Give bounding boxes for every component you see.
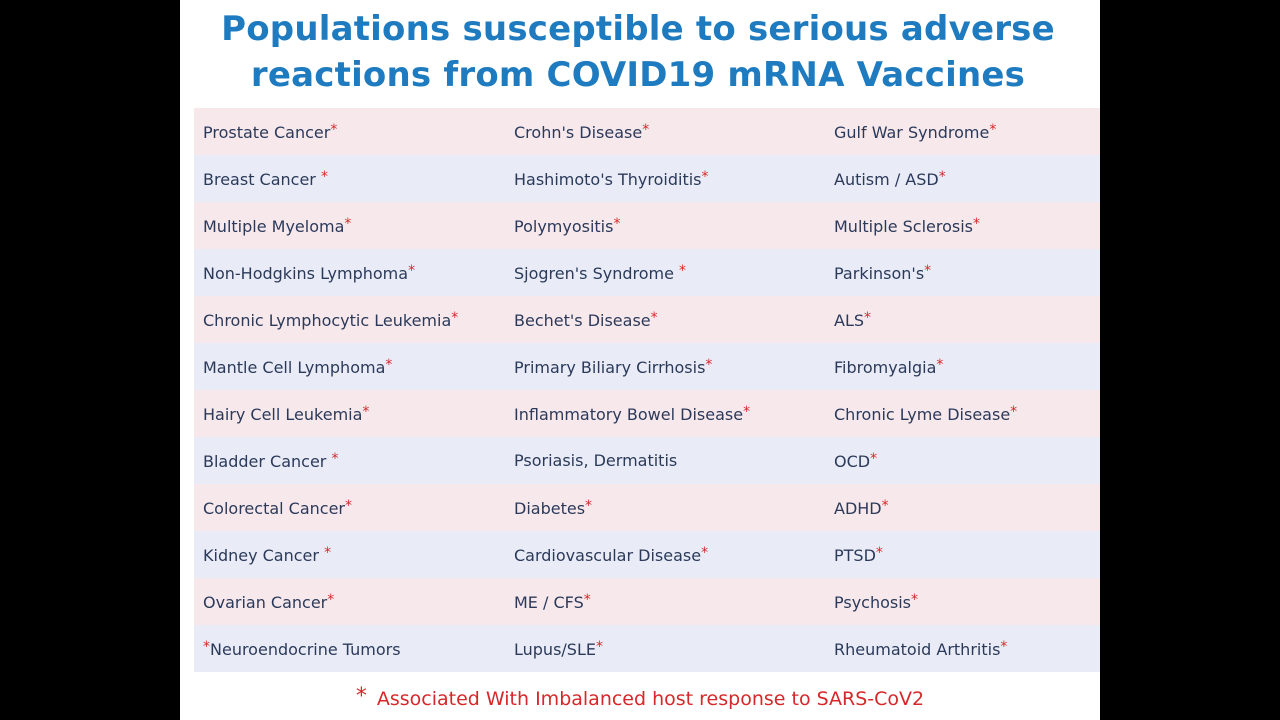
condition-cell	[505, 404, 825, 424]
asterisk-mark: *	[679, 262, 687, 279]
table-row	[194, 531, 1100, 578]
condition-cell	[194, 216, 505, 236]
table-row	[194, 437, 1100, 484]
condition-label: Autism / ASD	[834, 169, 939, 189]
asterisk-mark: *	[345, 497, 353, 514]
asterisk-mark: *	[701, 168, 709, 185]
asterisk-mark: *	[320, 168, 328, 185]
condition-cell	[825, 357, 1100, 377]
asterisk-mark: *	[595, 638, 603, 655]
table-row	[194, 484, 1100, 531]
condition-label: Hairy Cell Leukemia	[203, 404, 363, 424]
asterisk-mark: *	[924, 262, 932, 279]
condition-cell	[505, 263, 825, 283]
asterisk-mark: *	[408, 262, 416, 279]
table-row	[194, 155, 1100, 202]
table-row	[194, 249, 1100, 296]
footnote-text: Associated With Imbalanced host response to SARS-CoV2	[376, 688, 925, 710]
asterisk-mark: *	[881, 497, 889, 514]
condition-label: Bladder Cancer	[203, 451, 332, 471]
condition-cell	[194, 545, 505, 565]
condition-cell	[825, 639, 1100, 659]
condition-label: Breast Cancer	[203, 169, 321, 189]
condition-label: Polymyositis	[514, 216, 614, 236]
condition-label: Lupus/SLE	[514, 639, 596, 659]
title-line-1: Populations susceptible to serious adverse	[221, 9, 1055, 49]
condition-cell	[505, 216, 825, 236]
asterisk-mark: *	[327, 591, 335, 608]
table-row	[194, 296, 1100, 343]
condition-cell	[505, 122, 825, 142]
asterisk-mark: *	[1000, 638, 1008, 655]
condition-cell	[194, 498, 505, 518]
condition-label: PTSD	[834, 545, 876, 565]
condition-cell	[194, 122, 505, 142]
asterisk-mark: *	[324, 544, 332, 561]
asterisk-mark: *	[330, 121, 338, 138]
condition-label: Primary Biliary Cirrhosis	[514, 357, 706, 377]
asterisk-mark: *	[989, 121, 997, 138]
condition-cell	[825, 545, 1100, 565]
condition-label: Psychosis	[834, 592, 912, 612]
table-row	[194, 202, 1100, 249]
condition-cell	[505, 310, 825, 330]
table-row	[194, 578, 1100, 625]
condition-cell	[825, 310, 1100, 330]
condition-cell	[825, 169, 1100, 189]
asterisk-mark: *	[451, 309, 459, 326]
condition-label: Kidney Cancer	[203, 545, 325, 565]
table-row	[194, 625, 1100, 672]
table-row	[194, 343, 1100, 390]
condition-label: Multiple Sclerosis	[834, 216, 974, 236]
condition-label: Colorectal Cancer	[203, 498, 346, 518]
slide	[180, 0, 1100, 720]
condition-label: Bechet's Disease	[514, 310, 651, 330]
condition-cell	[505, 639, 825, 659]
condition-cell	[825, 451, 1100, 471]
asterisk-mark: *	[583, 591, 591, 608]
asterisk-mark: *	[743, 403, 751, 420]
condition-label: Gulf War Syndrome	[834, 122, 990, 142]
condition-cell	[194, 263, 505, 283]
condition-label: Sjogren's Syndrome	[514, 263, 680, 283]
condition-label: Inflammatory Bowel Disease	[514, 404, 744, 424]
condition-cell	[505, 169, 825, 189]
asterisk-mark: *	[875, 544, 883, 561]
condition-label: ADHD	[834, 498, 882, 518]
condition-cell	[194, 169, 505, 189]
asterisk-mark: *	[870, 450, 878, 467]
title-line-2: reactions from COVID19 mRNA Vaccines	[250, 55, 1026, 95]
asterisk-mark: *	[938, 168, 946, 185]
condition-cell	[194, 451, 505, 471]
asterisk-mark: *	[203, 638, 210, 655]
asterisk-mark: *	[973, 215, 981, 232]
condition-label: Chronic Lyme Disease	[834, 404, 1011, 424]
asterisk-mark: *	[362, 403, 370, 420]
condition-cell	[825, 404, 1100, 424]
condition-cell	[825, 216, 1100, 236]
asterisk-mark: *	[701, 544, 709, 561]
condition-label: Cardiovascular Disease	[514, 545, 702, 565]
condition-label: Non-Hodgkins Lymphoma	[203, 263, 409, 283]
footnote	[180, 684, 1100, 710]
asterisk-mark: *	[650, 309, 658, 326]
asterisk-mark: *	[1010, 403, 1018, 420]
condition-label: Rheumatoid Arthritis	[834, 639, 1001, 659]
condition-cell	[825, 122, 1100, 142]
condition-cell	[505, 545, 825, 565]
condition-cell	[194, 639, 505, 659]
table-row	[194, 108, 1100, 155]
asterisk-mark: *	[613, 215, 621, 232]
condition-label: Multiple Myeloma	[203, 216, 345, 236]
asterisk-mark: *	[331, 450, 339, 467]
condition-label: Fibromyalgia	[834, 357, 937, 377]
footnote-asterisk: *	[355, 684, 367, 709]
condition-cell	[505, 498, 825, 518]
asterisk-mark: *	[705, 356, 713, 373]
asterisk-mark: *	[642, 121, 650, 138]
condition-label: Crohn's Disease	[514, 122, 643, 142]
asterisk-mark: *	[936, 356, 944, 373]
condition-label: Ovarian Cancer	[203, 592, 328, 612]
condition-cell	[194, 357, 505, 377]
condition-cell	[505, 451, 825, 470]
asterisk-mark: *	[385, 356, 393, 373]
condition-cell	[825, 263, 1100, 283]
condition-label: OCD	[834, 451, 871, 471]
condition-cell	[825, 498, 1100, 518]
condition-cell	[505, 592, 825, 612]
condition-cell	[194, 592, 505, 612]
condition-cell	[194, 310, 505, 330]
condition-label: Prostate Cancer	[203, 122, 331, 142]
condition-cell	[505, 357, 825, 377]
condition-label: ME / CFS	[514, 592, 584, 612]
condition-label: Diabetes	[514, 498, 586, 518]
condition-label: Psoriasis, Dermatitis	[514, 451, 678, 470]
asterisk-mark: *	[911, 591, 919, 608]
condition-label: Chronic Lymphocytic Leukemia	[203, 310, 452, 330]
conditions-table	[194, 108, 1100, 672]
asterisk-mark: *	[585, 497, 593, 514]
slide-title	[180, 6, 1096, 98]
condition-label: Neuroendocrine Tumors	[210, 639, 401, 659]
asterisk-mark: *	[864, 309, 872, 326]
condition-label: Parkinson's	[834, 263, 925, 283]
condition-label: Mantle Cell Lymphoma	[203, 357, 386, 377]
table-row	[194, 390, 1100, 437]
condition-cell	[194, 404, 505, 424]
condition-cell	[825, 592, 1100, 612]
asterisk-mark: *	[344, 215, 352, 232]
condition-label: Hashimoto's Thyroiditis	[514, 169, 702, 189]
condition-label: ALS	[834, 310, 865, 330]
